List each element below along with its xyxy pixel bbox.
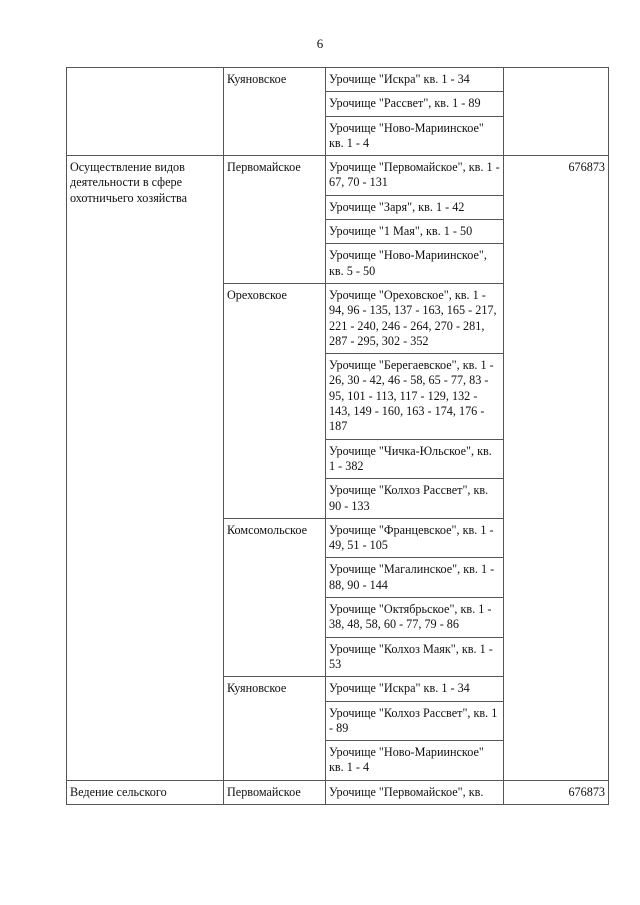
tract-cell: Урочище "Ново-Мариинское", кв. 5 - 50 (326, 244, 504, 284)
activity-cell: Осуществление видов деятельности в сфере охотничьего хозяйства (67, 156, 224, 781)
tract-cell: Урочище "Берегаевское", кв. 1 - 26, 30 - 42, 46 - 58, 65 - 77, 83 - 95, 101 - 113, 117 - 129, 132 - 143, 149 - 160, 163 - 174, 176 - 187 (326, 354, 504, 439)
table-row (67, 780, 609, 804)
tract-cell: Урочище "Ореховское", кв. 1 - 94, 96 - 135, 137 - 163, 165 - 217, 221 - 240, 246 - 264, 270 - 281, 287 - 295, 302 - 352 (326, 283, 504, 353)
tract-cell: Урочище "Искра" кв. 1 - 34 (326, 68, 504, 92)
tract-cell: Урочище "Ново-Мариинское" кв. 1 - 4 (326, 741, 504, 781)
tract-cell: Урочище "Заря", кв. 1 - 42 (326, 195, 504, 219)
tract-cell: Урочище "Рассвет", кв. 1 - 89 (326, 92, 504, 116)
table-row (67, 68, 609, 92)
tract-cell: Урочище "Колхоз Рассвет", кв. 1 - 89 (326, 701, 504, 741)
settlement-cell: Первомайское (224, 156, 326, 284)
tract-cell: Урочище "Чичка-Юльское", кв. 1 - 382 (326, 439, 504, 479)
tract-cell: Урочище "1 Мая", кв. 1 - 50 (326, 220, 504, 244)
tract-cell: Урочище "Ново-Мариинское" кв. 1 - 4 (326, 116, 504, 156)
code-cell: 676873 (504, 780, 609, 804)
tract-cell: Урочище "Францевское", кв. 1 - 49, 51 - 105 (326, 518, 504, 558)
allocation-table (66, 67, 609, 805)
tract-cell: Урочище "Октябрьское", кв. 1 - 38, 48, 58, 60 - 77, 79 - 86 (326, 598, 504, 638)
table-body (67, 68, 609, 805)
activity-cell: Ведение сельского (67, 780, 224, 804)
code-cell: 676873 (504, 156, 609, 781)
tract-cell: Урочище "Колхоз Рассвет", кв. 90 - 133 (326, 479, 504, 519)
settlement-cell: Комсомольское (224, 518, 326, 676)
page-number: 6 (316, 36, 324, 51)
settlement-cell: Первомайское (224, 780, 326, 804)
tract-cell: Урочище "Искра" кв. 1 - 34 (326, 677, 504, 701)
table-row (67, 156, 609, 196)
tract-cell: Урочище "Колхоз Маяк", кв. 1 - 53 (326, 637, 504, 677)
settlement-cell: Ореховское (224, 283, 326, 518)
activity-cell (67, 68, 224, 156)
tract-cell: Урочище "Первомайское", кв. (326, 780, 504, 804)
settlement-cell: Куяновское (224, 677, 326, 780)
settlement-cell: Куяновское (224, 68, 326, 156)
tract-cell: Урочище "Магалинское", кв. 1 - 88, 90 - 144 (326, 558, 504, 598)
tract-cell: Урочище "Первомайское", кв. 1 - 67, 70 - 131 (326, 156, 504, 196)
code-cell (504, 68, 609, 156)
